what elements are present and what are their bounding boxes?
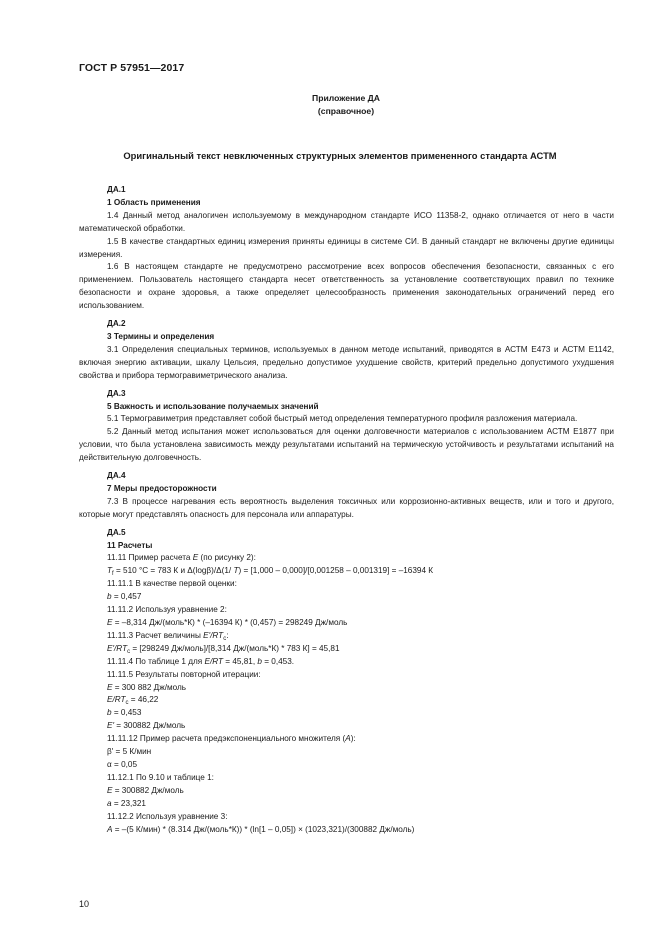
section-id-da2: ДА.2 <box>107 319 126 329</box>
calc-line: 11.11 Пример расчета E (по рисунку 2): <box>107 553 256 563</box>
paragraph-7-3: 7.3 В процессе нагревания есть вероятность выделения токсичных или коррозионно-активных веществ, или и того и другого, которые могут представлять опасность для персонала или аппаратуры. <box>79 496 614 519</box>
calc-line: 11.11.5 Результаты повторной итерации: <box>107 669 261 679</box>
calc-line: 11.11.2 Используя уравнение 2: <box>107 605 227 615</box>
section-id-da3: ДА.3 <box>107 388 126 398</box>
appendix-header <box>300 92 392 118</box>
calc-line: E = 300 882 Дж/моль <box>107 682 187 692</box>
paragraph-5-1: 5.1 Термогравиметрия представляет собой быстрый метод определения температурного профиля разложения материала. <box>107 414 578 424</box>
calc-line: 11.11.3 Расчет величины $E'/RT_c$: <box>107 630 229 642</box>
calc-line: E' = 300882 Дж/моль <box>107 721 186 731</box>
calc-line: $E/RT_c = 46,22$ <box>107 695 159 707</box>
paragraph-3-1: 3.1 Определения специальных терминов, используемых в данном методе испытаний, приводятся в АСТМ Е473 и АСТМ Е1142, включая энергию активации, шкалу Цельсия, предельно допустимое ухудшение свойств, критерий предельно допустимого ухудшения свойства и прибора термогравиметрического анализа. <box>79 344 614 380</box>
section-id-da5: ДА.5 <box>107 527 126 537</box>
section-title-significance: 5 Важность и использование получаемых значений <box>107 401 319 411</box>
section-title-calculations: 11 Расчеты <box>107 540 153 550</box>
paragraph-1-6: 1.6 В настоящем стандарте не предусмотрено рассмотрение всех вопросов обеспечения безопасности, связанных с его применением. Пользователь настоящего стандарта несет ответственность за установление соответствующих правил по технике безопасности и охране здоровья, а также определяет целесообразность применения законодательных ограничений перед его использованием. <box>79 262 614 311</box>
section-title-scope: 1 Область применения <box>107 197 201 207</box>
calc-line: a = 23,321 <box>107 798 146 808</box>
calc-line: β' = 5 К/мин <box>107 747 152 757</box>
appendix-subtitle: (справочное) <box>317 106 375 116</box>
calc-line: 11.12.1 По 9.10 и таблице 1: <box>107 772 214 782</box>
calc-line: α = 0,05 <box>107 759 137 769</box>
document-body <box>79 184 614 836</box>
paragraph-1-5: 1.5 В качестве стандартных единиц измерения приняты единицы в системе СИ. В данный стандарт не включены другие единицы измерения. <box>79 236 614 259</box>
calc-line: b = 0,453 <box>107 708 142 718</box>
appendix-title: Приложение ДА <box>312 93 380 103</box>
section-id-da1: ДА.1 <box>107 185 126 194</box>
section-title-terms: 3 Термины и определения <box>107 331 215 341</box>
calc-line: E = 300882 Дж/моль <box>107 785 184 795</box>
calc-line: $T_f = 510$ °С = 783 К и Δ(logβ)/Δ(1/ T) = [1,000 – 0,000]/[0,001258 – 0,001319] = –16394 К <box>107 566 434 578</box>
calc-line: b = 0,457 <box>107 592 142 602</box>
section-title-precautions: 7 Меры предосторожности <box>107 483 217 493</box>
calc-line: $E'/RT_c = [298249$ Дж/моль]/[8,314 Дж/(моль*К) * 783 К] = 45,81 <box>107 643 340 655</box>
calc-line: 11.11.12 Пример расчета предэкспоненциального множителя (A): <box>107 734 356 744</box>
section-id-da4: ДА.4 <box>107 471 126 481</box>
page-number: 10 <box>79 899 90 909</box>
calc-line: E = –8,314 Дж/(моль*К) * (–16394 К) * (0,457) = 298249 Дж/моль <box>107 618 348 627</box>
calc-line: A = –(5 К/мин) * (8.314 Дж/(моль*К)) * (ln[1 – 0,05]) × (1023,321)/(300882 Дж/моль) <box>107 824 415 834</box>
document-code: ГОСТ Р 57951—2017 <box>79 62 185 74</box>
calc-line: 11.11.1 В качестве первой оценки: <box>107 579 237 589</box>
calc-line: 11.12.2 Используя уравнение 3: <box>107 811 228 821</box>
paragraph-1-4: 1.4 Данный метод аналогичен используемому в международном стандарте ИСО 11358-2, однако отличается от него в части математической обработки. <box>79 210 614 233</box>
main-heading: Оригинальный текст невключенных структурных элементов примененного стандарта АСТМ <box>123 150 557 161</box>
calc-line: 11.11.4 По таблице 1 для E/RT = 45,81, b = 0,453. <box>107 656 295 666</box>
paragraph-5-2: 5.2 Данный метод испытания может использоваться для оценки долговечности материалов с использованием АСТМ Е1877 при условии, что была установлена зависимость между результатами испытаний на термическую устойчивость и результатами испытаний на действительную долговечность. <box>79 427 614 463</box>
